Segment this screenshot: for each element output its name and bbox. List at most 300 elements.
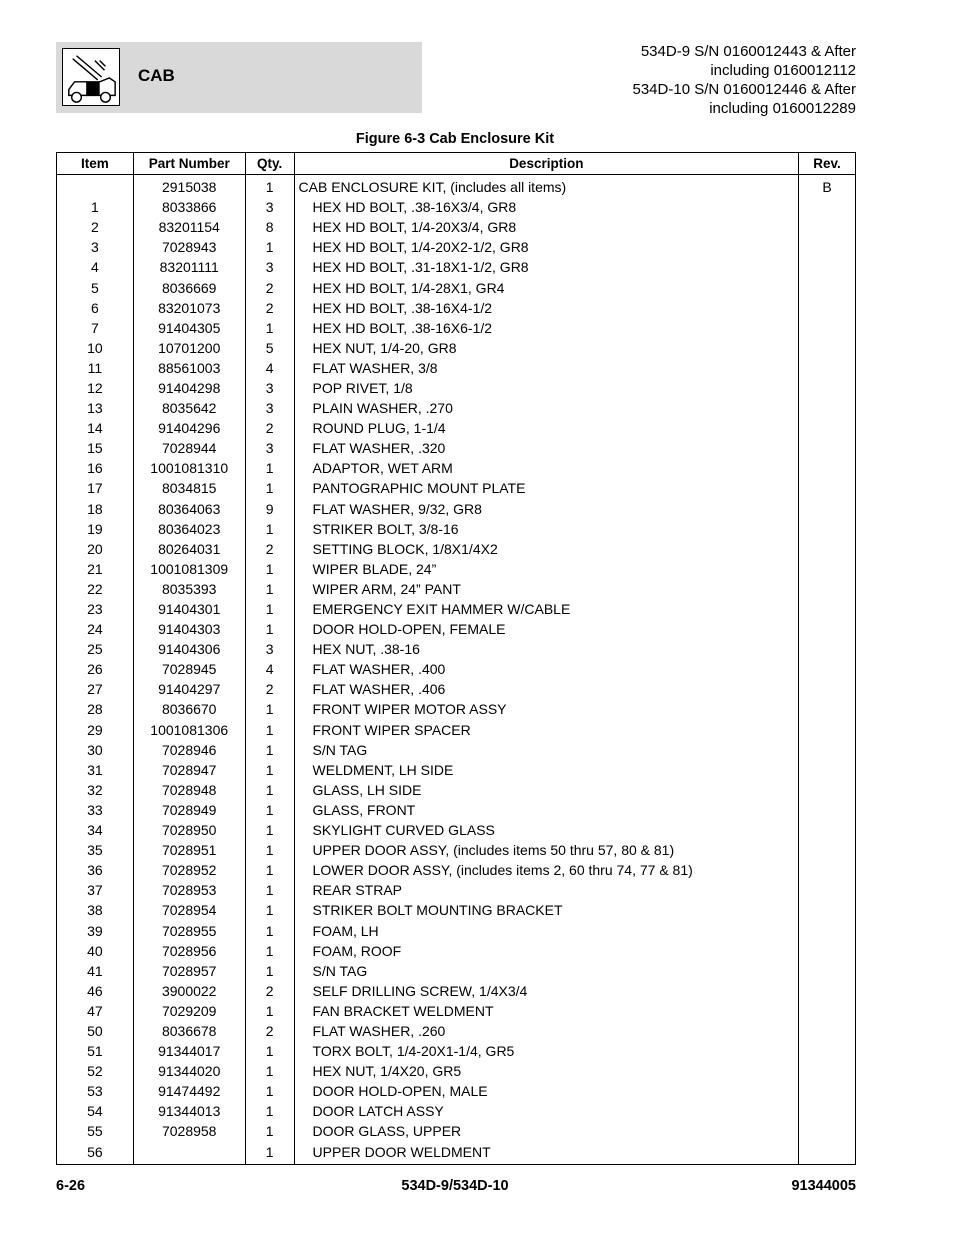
table-row [57,760,856,780]
table-row [57,820,856,840]
item-cell: 13 [57,398,134,418]
rev-cell [799,478,856,498]
part-number-cell: 7029209 [133,1001,245,1021]
qty-cell: 3 [245,438,294,458]
item-cell: 55 [57,1121,134,1141]
description-cell: SETTING BLOCK, 1/8X1/4X2 [294,539,799,559]
table-row [57,519,856,539]
qty-cell: 1 [245,880,294,900]
item-cell: 25 [57,639,134,659]
item-cell: 16 [57,458,134,478]
rev-cell [799,1061,856,1081]
table-row [57,880,856,900]
part-number-cell: 91404297 [133,679,245,699]
serial-line: including 0160012289 [709,100,856,117]
qty-cell: 1 [245,559,294,579]
description-cell: FRONT WIPER SPACER [294,720,799,740]
description-cell: LOWER DOOR ASSY, (includes items 2, 60 thru 74, 77 & 81) [294,860,799,880]
description-cell: HEX HD BOLT, .31-18X1-1/2, GR8 [294,257,799,277]
description-cell: UPPER DOOR ASSY, (includes items 50 thru 57, 80 & 81) [294,840,799,860]
table-row [57,679,856,699]
qty-cell: 1 [245,699,294,719]
qty-cell: 1 [245,740,294,760]
table-row [57,458,856,478]
column-header-rev: Rev. [799,153,856,175]
rev-cell [799,398,856,418]
rev-cell [799,679,856,699]
rev-cell [799,438,856,458]
qty-cell: 1 [245,820,294,840]
rev-cell [799,1121,856,1141]
item-cell: 36 [57,860,134,880]
rev-cell [799,358,856,378]
table-row [57,1121,856,1141]
table-row [57,780,856,800]
description-cell: REAR STRAP [294,880,799,900]
qty-cell: 1 [245,800,294,820]
description-cell: WIPER BLADE, 24” [294,559,799,579]
item-cell: 27 [57,679,134,699]
qty-cell: 1 [245,1041,294,1061]
description-cell: HEX NUT, .38-16 [294,639,799,659]
rev-cell [799,760,856,780]
part-number-cell: 8035393 [133,579,245,599]
item-cell: 2 [57,217,134,237]
rev-cell [799,639,856,659]
qty-cell: 1 [245,860,294,880]
qty-cell: 8 [245,217,294,237]
item-cell: 4 [57,257,134,277]
model-label: 534D-9/534D-10 [401,1178,509,1194]
qty-cell: 1 [245,175,294,198]
description-cell: TORX BOLT, 1/4-20X1-1/4, GR5 [294,1041,799,1061]
serial-line: including 0160012112 [710,62,856,79]
item-cell: 50 [57,1021,134,1041]
rev-cell [799,941,856,961]
qty-cell: 2 [245,277,294,297]
description-cell: DOOR GLASS, UPPER [294,1121,799,1141]
table-row [57,579,856,599]
qty-cell: 2 [245,1021,294,1041]
rev-cell [799,981,856,1001]
description-cell: HEX HD BOLT, .38-16X4-1/2 [294,298,799,318]
qty-cell: 2 [245,418,294,438]
item-cell: 11 [57,358,134,378]
description-cell: DOOR LATCH ASSY [294,1101,799,1121]
serial-line: 534D-10 S/N 0160012446 & After [632,81,856,98]
document-number: 91344005 [791,1178,856,1194]
part-number-cell: 7028949 [133,800,245,820]
qty-cell: 1 [245,1142,294,1165]
rev-cell [799,277,856,297]
item-cell: 37 [57,880,134,900]
table-row [57,1041,856,1061]
rev-cell [799,378,856,398]
table-row [57,398,856,418]
table-row [57,941,856,961]
description-cell: PANTOGRAPHIC MOUNT PLATE [294,478,799,498]
item-cell: 20 [57,539,134,559]
description-cell: HEX HD BOLT, 1/4-20X2-1/2, GR8 [294,237,799,257]
part-number-cell: 7028950 [133,820,245,840]
description-cell: WELDMENT, LH SIDE [294,760,799,780]
qty-cell: 2 [245,539,294,559]
part-number-cell: 7028945 [133,659,245,679]
table-row [57,699,856,719]
table-row [57,438,856,458]
description-cell: DOOR HOLD-OPEN, FEMALE [294,619,799,639]
qty-cell: 1 [245,619,294,639]
rev-cell [799,1021,856,1041]
item-cell: 52 [57,1061,134,1081]
item-cell [57,175,134,198]
part-number-cell: 8036669 [133,277,245,297]
item-cell: 33 [57,800,134,820]
rev-cell [799,237,856,257]
rev-cell [799,1101,856,1121]
qty-cell: 1 [245,1081,294,1101]
table-row [57,358,856,378]
table-row [57,499,856,519]
description-cell: FLAT WASHER, .320 [294,438,799,458]
part-number-cell: 7028953 [133,880,245,900]
description-cell: SELF DRILLING SCREW, 1/4X3/4 [294,981,799,1001]
rev-cell [799,539,856,559]
part-number-cell: 83201154 [133,217,245,237]
rev-cell [799,619,856,639]
qty-cell: 1 [245,780,294,800]
item-cell: 46 [57,981,134,1001]
part-number-cell: 91404303 [133,619,245,639]
table-row [57,237,856,257]
description-cell: GLASS, LH SIDE [294,780,799,800]
item-cell: 17 [57,478,134,498]
item-cell: 26 [57,659,134,679]
item-cell: 6 [57,298,134,318]
item-cell: 22 [57,579,134,599]
part-number-cell: 7028957 [133,961,245,981]
item-cell: 30 [57,740,134,760]
column-header-qty: Qty. [245,153,294,175]
part-number-cell: 91404305 [133,318,245,338]
description-cell: STRIKER BOLT, 3/8-16 [294,519,799,539]
item-cell: 53 [57,1081,134,1101]
part-number-cell: 91404301 [133,599,245,619]
qty-cell: 3 [245,197,294,217]
part-number-cell: 7028946 [133,740,245,760]
part-number-cell: 91404306 [133,639,245,659]
part-number-cell: 1001081306 [133,720,245,740]
item-cell: 7 [57,318,134,338]
table-row [57,378,856,398]
part-number-cell: 8035642 [133,398,245,418]
rev-cell [799,1142,856,1165]
part-number-cell: 91404298 [133,378,245,398]
item-cell: 31 [57,760,134,780]
part-number-cell: 83201073 [133,298,245,318]
description-cell: HEX NUT, 1/4-20, GR8 [294,338,799,358]
item-cell: 29 [57,720,134,740]
table-row [57,961,856,981]
description-cell: FOAM, ROOF [294,941,799,961]
rev-cell [799,1001,856,1021]
qty-cell: 2 [245,298,294,318]
part-number-cell: 7028943 [133,237,245,257]
part-number-cell: 2915038 [133,175,245,198]
qty-cell: 1 [245,760,294,780]
part-number-cell: 83201111 [133,257,245,277]
part-number-cell: 7028948 [133,780,245,800]
qty-cell: 1 [245,318,294,338]
description-cell: FRONT WIPER MOTOR ASSY [294,699,799,719]
part-number-cell: 91344017 [133,1041,245,1061]
part-number-cell: 3900022 [133,981,245,1001]
rev-cell [799,458,856,478]
part-number-cell: 7028952 [133,860,245,880]
serial-number-block [633,42,857,118]
description-cell: POP RIVET, 1/8 [294,378,799,398]
table-row [57,539,856,559]
part-number-cell: 8036670 [133,699,245,719]
description-cell: HEX HD BOLT, 1/4-20X3/4, GR8 [294,217,799,237]
rev-cell [799,1081,856,1101]
item-cell: 24 [57,619,134,639]
item-cell: 15 [57,438,134,458]
table-row [57,1142,856,1165]
part-number-cell: 8036678 [133,1021,245,1041]
table-row [57,175,856,198]
qty-cell: 1 [245,1121,294,1141]
item-cell: 5 [57,277,134,297]
rev-cell [799,659,856,679]
description-cell: EMERGENCY EXIT HAMMER W/CABLE [294,599,799,619]
description-cell: FLAT WASHER, 9/32, GR8 [294,499,799,519]
table-row [57,920,856,940]
qty-cell: 3 [245,378,294,398]
rev-cell [799,800,856,820]
qty-cell: 3 [245,398,294,418]
part-number-cell: 80364063 [133,499,245,519]
description-cell: GLASS, FRONT [294,800,799,820]
table-row [57,217,856,237]
part-number-cell: 7028951 [133,840,245,860]
table-row [57,1081,856,1101]
table-row [57,318,856,338]
description-cell: FLAT WASHER, 3/8 [294,358,799,378]
part-number-cell: 91404296 [133,418,245,438]
rev-cell [799,599,856,619]
item-cell: 14 [57,418,134,438]
item-cell: 18 [57,499,134,519]
rev-cell: B [799,175,856,198]
description-cell: HEX HD BOLT, 1/4-28X1, GR4 [294,277,799,297]
rev-cell [799,418,856,438]
figure-title: Figure 6-3 Cab Enclosure Kit [355,131,555,147]
qty-cell: 3 [245,639,294,659]
parts-table-body [57,175,856,1165]
rev-cell [799,197,856,217]
qty-cell: 4 [245,358,294,378]
description-cell: CAB ENCLOSURE KIT, (includes all items) [294,175,799,198]
description-cell: FAN BRACKET WELDMENT [294,1001,799,1021]
description-cell: FLAT WASHER, .406 [294,679,799,699]
part-number-cell: 80364023 [133,519,245,539]
part-number-cell: 8033866 [133,197,245,217]
qty-cell: 1 [245,1061,294,1081]
qty-cell: 1 [245,1001,294,1021]
part-number-cell: 7028947 [133,760,245,780]
qty-cell: 1 [245,458,294,478]
table-row [57,720,856,740]
table-row [57,1001,856,1021]
rev-cell [799,780,856,800]
table-row [57,659,856,679]
description-cell: HEX HD BOLT, .38-16X6-1/2 [294,318,799,338]
part-number-cell: 91474492 [133,1081,245,1101]
table-row [57,639,856,659]
rev-cell [799,499,856,519]
rev-cell [799,579,856,599]
rev-cell [799,318,856,338]
qty-cell: 1 [245,920,294,940]
item-cell: 21 [57,559,134,579]
rev-cell [799,559,856,579]
qty-cell: 1 [245,579,294,599]
description-cell: STRIKER BOLT MOUNTING BRACKET [294,900,799,920]
table-row [57,298,856,318]
item-cell: 47 [57,1001,134,1021]
table-row [57,860,856,880]
item-cell: 51 [57,1041,134,1061]
table-row [57,1101,856,1121]
item-cell: 28 [57,699,134,719]
item-cell: 19 [57,519,134,539]
serial-line: 534D-9 S/N 0160012443 & After [640,43,856,60]
item-cell: 1 [57,197,134,217]
page-number: 6-26 [56,1178,86,1194]
rev-cell [799,920,856,940]
part-number-cell: 10701200 [133,338,245,358]
qty-cell: 1 [245,1101,294,1121]
qty-cell: 1 [245,961,294,981]
description-cell: SKYLIGHT CURVED GLASS [294,820,799,840]
item-cell: 12 [57,378,134,398]
table-row [57,277,856,297]
part-number-cell: 8034815 [133,478,245,498]
part-number-cell: 1001081309 [133,559,245,579]
qty-cell: 1 [245,237,294,257]
description-cell: FLAT WASHER, .400 [294,659,799,679]
section-title: CAB [138,66,175,85]
qty-cell: 1 [245,519,294,539]
part-number-cell: 1001081310 [133,458,245,478]
description-cell: HEX NUT, 1/4X20, GR5 [294,1061,799,1081]
table-row [57,900,856,920]
description-cell: UPPER DOOR WELDMENT [294,1142,799,1165]
column-header-part-number: Part Number [133,153,245,175]
item-cell: 41 [57,961,134,981]
item-cell: 23 [57,599,134,619]
description-cell: DOOR HOLD-OPEN, MALE [294,1081,799,1101]
table-row [57,800,856,820]
qty-cell: 1 [245,840,294,860]
table-row [57,559,856,579]
rev-cell [799,1041,856,1061]
item-cell: 39 [57,920,134,940]
qty-cell: 1 [245,599,294,619]
item-cell: 32 [57,780,134,800]
part-number-cell: 91344020 [133,1061,245,1081]
table-row [57,1061,856,1081]
rev-cell [799,257,856,277]
description-cell: WIPER ARM, 24” PANT [294,579,799,599]
qty-cell: 4 [245,659,294,679]
part-number-cell: 7028954 [133,900,245,920]
description-cell: FOAM, LH [294,920,799,940]
rev-cell [799,338,856,358]
table-row [57,338,856,358]
part-number-cell [133,1142,245,1165]
description-cell: S/N TAG [294,740,799,760]
table-row [57,740,856,760]
column-header-item: Item [57,153,134,175]
item-cell: 38 [57,900,134,920]
part-number-cell: 7028955 [133,920,245,940]
table-row [57,197,856,217]
rev-cell [799,860,856,880]
qty-cell: 2 [245,981,294,1001]
table-row [57,478,856,498]
part-number-cell: 88561003 [133,358,245,378]
part-number-cell: 91344013 [133,1101,245,1121]
qty-cell: 1 [245,941,294,961]
rev-cell [799,298,856,318]
table-row [57,619,856,639]
description-cell: S/N TAG [294,961,799,981]
part-number-cell: 7028944 [133,438,245,458]
rev-cell [799,217,856,237]
table-row [57,257,856,277]
table-row [57,840,856,860]
qty-cell: 5 [245,338,294,358]
part-number-cell: 7028958 [133,1121,245,1141]
description-cell: HEX HD BOLT, .38-16X3/4, GR8 [294,197,799,217]
table-row [57,599,856,619]
description-cell: FLAT WASHER, .260 [294,1021,799,1041]
rev-cell [799,880,856,900]
item-cell: 54 [57,1101,134,1121]
qty-cell: 1 [245,900,294,920]
qty-cell: 9 [245,499,294,519]
table-row [57,981,856,1001]
item-cell: 3 [57,237,134,257]
item-cell: 56 [57,1142,134,1165]
table-header-row [57,153,856,175]
qty-cell: 1 [245,478,294,498]
part-number-cell: 7028956 [133,941,245,961]
rev-cell [799,699,856,719]
description-cell: PLAIN WASHER, .270 [294,398,799,418]
rev-cell [799,720,856,740]
qty-cell: 2 [245,679,294,699]
column-header-description: Description [294,153,799,175]
qty-cell: 3 [245,257,294,277]
telehandler-icon [62,48,120,106]
item-cell: 34 [57,820,134,840]
item-cell: 10 [57,338,134,358]
rev-cell [799,740,856,760]
parts-table [56,152,856,1165]
